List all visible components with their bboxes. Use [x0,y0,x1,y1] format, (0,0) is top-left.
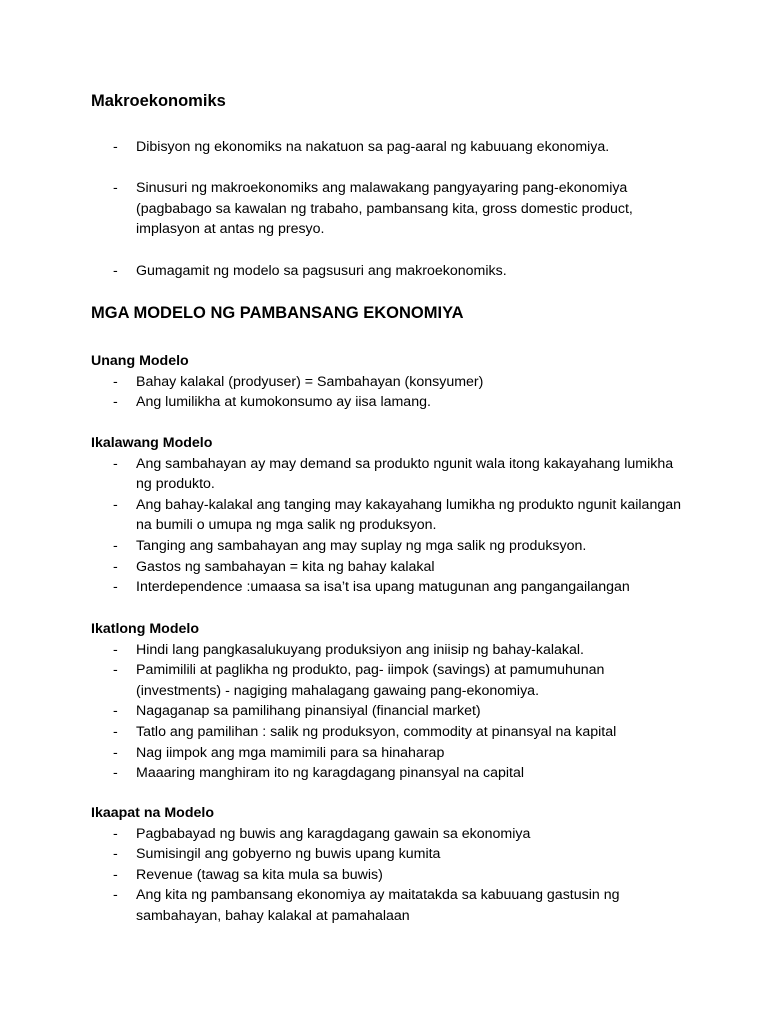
list-item-text: Gumagamit ng modelo sa pagsusuri ang makroekonomiks. [136,262,507,279]
list-item-text: Maaaring manghiram ito ng karagdagang pinansyal na capital [136,765,525,782]
list-item-text: Revenue (tawag sa kita mula sa buwis) [136,866,383,883]
list-item [91,844,691,865]
bullet-dash: - [113,765,118,782]
model-section-4 [91,803,691,927]
model-list [91,372,691,413]
bullet-dash: - [113,703,118,720]
bullet-dash: - [113,723,118,740]
list-item [91,536,691,557]
bullet-dash: - [113,537,118,554]
list-item-text: Ang sambahayan ay may demand sa produkto ngunit wala itong kakayahang lumikha ng produkto. [136,455,674,493]
list-item-text: Dibisyon ng ekonomiks na nakatuon sa pag-aaral ng kabuuang ekonomiya. [136,139,610,155]
list-item [91,640,691,661]
bullet-dash: - [113,496,118,513]
model-section-3 [91,619,691,784]
list-item [91,885,691,926]
model-title: Ikalawang Modelo [91,435,213,451]
bullet-dash: - [113,744,118,761]
list-item [91,261,691,282]
list-item-text: Pagbabayad ng buwis ang karagdagang gawain sa ekonomiya [136,825,531,842]
bullet-dash: - [113,455,118,472]
bullet-dash: - [113,262,118,279]
model-list [91,454,691,598]
document-title: Makroekonomiks [91,92,226,110]
bullet-dash: - [113,641,118,658]
list-item [91,454,691,495]
list-item [91,577,691,598]
bullet-dash: - [113,394,118,411]
list-item-text: Ang kita ng pambansang ekonomiya ay maitatakda sa kabuuang gastusin ng sambahayan, bahay kalakal at pamahalaan [136,887,620,924]
list-item [91,137,691,158]
list-item [91,660,691,701]
list-item-text: Sinusuri ng makroekonomiks ang malawakang pangyayaring pang-ekonomiya (pagbabago sa kawalan ng trabaho, pambansang kita, gross domestic product, implasyon at antas ng presyo. [136,180,633,238]
list-item-text: Ang lumilikha at kumokonsumo ay iisa lamang. [136,394,431,411]
model-title: Ikaapat na Modelo [91,805,214,821]
list-item-text: Bahay kalakal (prodyuser) = Sambahayan (konsyumer) [136,373,484,390]
bullet-dash: - [113,662,118,679]
bullet-dash: - [113,180,118,197]
bullet-dash: - [113,139,118,155]
model-title: Unang Modelo [91,353,189,369]
bullet-dash: - [113,558,118,575]
list-item [91,763,691,784]
list-item-text: Interdependence :umaasa sa isa’t isa upang matugunan ang pangangailangan [136,579,630,596]
bullet-dash: - [113,846,118,863]
model-list [91,824,691,927]
list-item [91,495,691,536]
bullet-dash: - [113,579,118,596]
list-item-text: Hindi lang pangkasalukuyang produksiyon ang iniisip ng bahay-kalakal. [136,641,584,658]
list-item [91,824,691,845]
bullet-dash: - [113,866,118,883]
intro-list [91,137,691,281]
list-item-text: Ang bahay-kalakal ang tanging may kakayahang lumikha ng produkto ngunit kailangan na bumili o umupa ng mga salik ng produksyon. [136,496,682,534]
model-title: Ikatlong Modelo [91,621,199,637]
bullet-dash: - [113,373,118,390]
list-item [91,372,691,393]
list-item [91,557,691,578]
list-item [91,392,691,413]
section-heading: MGA MODELO NG PAMBANSANG EKONOMIYA [91,304,464,322]
list-item-text: Sumisingil ang gobyerno ng buwis upang kumita [136,846,441,863]
list-item-text: Gastos ng sambahayan = kita ng bahay kalakal [136,558,435,575]
model-list [91,640,691,784]
list-item-text: Tatlo ang pamilihan : salik ng produksyon, commodity at pinansyal na kapital [136,723,617,740]
list-item-text: Pamimilili at paglikha ng produkto, pag- iimpok (savings) at pamumuhunan (investments) - nagiging mahalagang gawaing pang-ekonomiya. [136,662,605,699]
list-item-text: Nagaganap sa pamilihang pinansiyal (financial market) [136,703,481,720]
list-item [91,178,691,240]
model-section-2 [91,433,691,598]
list-item [91,743,691,764]
list-item [91,701,691,722]
list-item-text: Nag iimpok ang mga mamimili para sa hinaharap [136,744,445,761]
model-section-1 [91,351,691,413]
bullet-dash: - [113,887,118,904]
list-item-text: Tanging ang sambahayan ang may suplay ng mga salik ng produksyon. [136,537,587,554]
list-item [91,722,691,743]
bullet-dash: - [113,825,118,842]
list-item [91,865,691,886]
